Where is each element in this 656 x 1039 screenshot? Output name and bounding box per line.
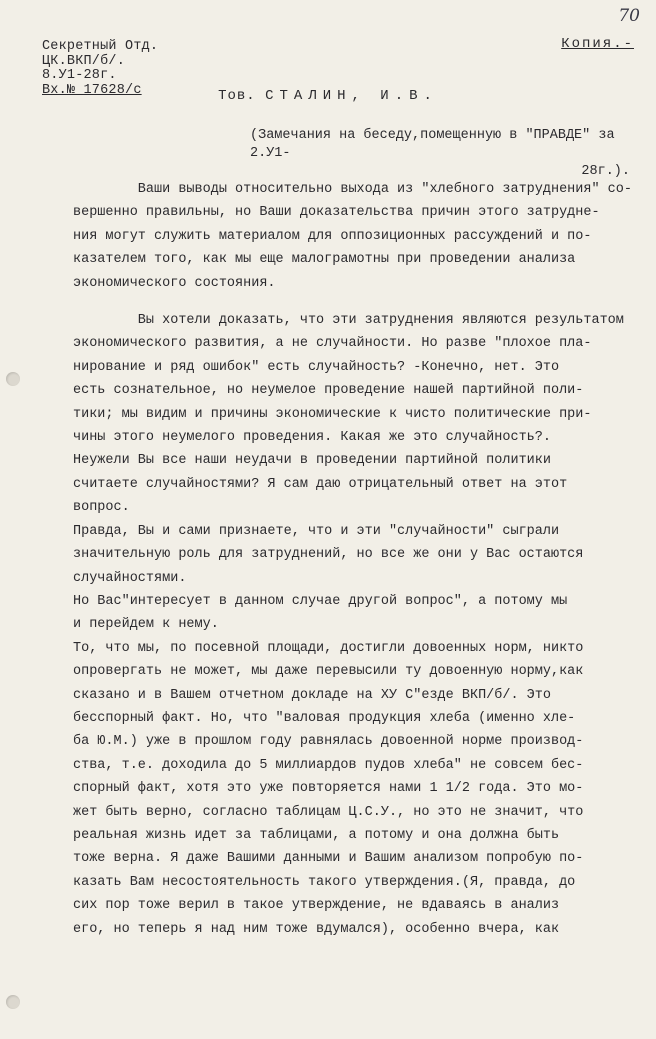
subject-line-1: (Замечания на беседу,помещенную в "ПРАВДЕ" за 2.У1- bbox=[250, 128, 615, 161]
body-line: нирование и ряд ошибок" есть случайность? -Конечно, нет. Это bbox=[73, 359, 560, 375]
body-line: есть сознательное, но неумелое проведение нашей партийной поли- bbox=[73, 383, 584, 399]
body-line: значительную роль для затруднений, но все же они у Вас остаются bbox=[73, 547, 584, 563]
registry-line-number: Вх.№ 17628/с bbox=[42, 82, 142, 98]
body-line: ства, т.е. доходила до 5 миллиардов пудов хлеба" не совсем бес- bbox=[73, 757, 584, 773]
addressee-name: СТАЛИН, И.В. bbox=[265, 88, 438, 104]
body-line: Правда, Вы и сами признаете, что и эти "случайности" сыграли bbox=[73, 523, 560, 539]
body-line: казателем того, как мы еще малограмотны при проведении анализа bbox=[73, 252, 576, 268]
body-line: реальная жизнь идет за таблицами, а потому и она должна быть bbox=[73, 827, 560, 843]
body-line: Неужели Вы все наши неудачи в проведении партийной политики bbox=[73, 453, 551, 469]
body-line: тики; мы видим и причины экономические к чисто политические при- bbox=[73, 406, 592, 422]
body-line: Вы хотели доказать, что эти затруднения являются результатом bbox=[73, 313, 624, 329]
body-line: Ваши выводы относительно выхода из "хлебного затруднения" со- bbox=[73, 182, 632, 197]
body-line: чины этого неумелого проведения. Какая же это случайность?. bbox=[73, 430, 551, 446]
body-line: сказано и в Вашем отчетном докладе на ХУ С"езде ВКП/б/. Это bbox=[73, 687, 551, 703]
body-line: опровергать не может, мы даже перевысили ту довоенную норму,как bbox=[73, 664, 584, 680]
body-line: Но Вас"интересует в данном случае другой вопрос", а потому мы bbox=[73, 593, 568, 609]
registry-line-committee: ЦК.ВКП/б/. bbox=[42, 53, 126, 69]
body-line: ния могут служить материалом для оппозиционных рассуждений и по- bbox=[73, 228, 592, 244]
body-line: жет быть верно, согласно таблицам Ц.С.У., но это не значит, что bbox=[73, 804, 584, 820]
body-line: экономического состояния. bbox=[73, 275, 276, 291]
body-line: его, но теперь я над ним тоже вдумался), особенно вчера, как bbox=[73, 921, 560, 937]
addressee bbox=[0, 88, 656, 104]
punch-hole bbox=[6, 372, 20, 386]
body-line: ба Ю.М.) уже в прошлом году равнялась довоенной норме производ- bbox=[73, 734, 584, 750]
registry-line-date: 8.У1-28г. bbox=[42, 68, 117, 83]
body-line: сих пор тоже верил в такое утверждение, не вдаваясь в анализ bbox=[73, 898, 560, 914]
punch-hole bbox=[6, 995, 20, 1009]
body-line: спорный факт, хотя это уже повторяется нами 1 1/2 года. Это мо- bbox=[73, 781, 584, 797]
body-line: экономического развития, а не случайности. Но разве "плохое пла- bbox=[73, 336, 592, 352]
subject-line bbox=[250, 127, 640, 181]
addressee-prefix: Тов. bbox=[218, 88, 256, 104]
letter-body bbox=[73, 178, 633, 941]
body-line: считаете случайностями? Я сам даю отрицательный ответ на этот bbox=[73, 476, 568, 492]
subject-line-2: 28г.). bbox=[581, 164, 630, 179]
body-line: бесспорный факт. Но, что "валовая продукция хлеба (именно хле- bbox=[73, 710, 576, 726]
body-line: То, что мы, по посевной площади, достигли довоенных норм, никто bbox=[73, 640, 584, 656]
body-line: тоже верна. Я даже Вашими данными и Вашим анализом попробую по- bbox=[73, 851, 584, 867]
body-line: казать Вам несостоятельность такого утверждения.(Я, правда, до bbox=[73, 874, 576, 890]
body-line: вопрос. bbox=[73, 500, 130, 516]
body-line: случайностями. bbox=[73, 570, 187, 586]
paragraph-gap bbox=[73, 295, 633, 309]
registry-line-department: Секретный Отд. bbox=[42, 39, 159, 54]
copy-label: Копия.- bbox=[561, 36, 634, 52]
page-number: 70 bbox=[618, 6, 640, 26]
body-line: вершенно правильны, но Ваши доказательства причин этого затрудне- bbox=[73, 205, 600, 221]
body-line: и перейдем к нему. bbox=[73, 617, 219, 633]
